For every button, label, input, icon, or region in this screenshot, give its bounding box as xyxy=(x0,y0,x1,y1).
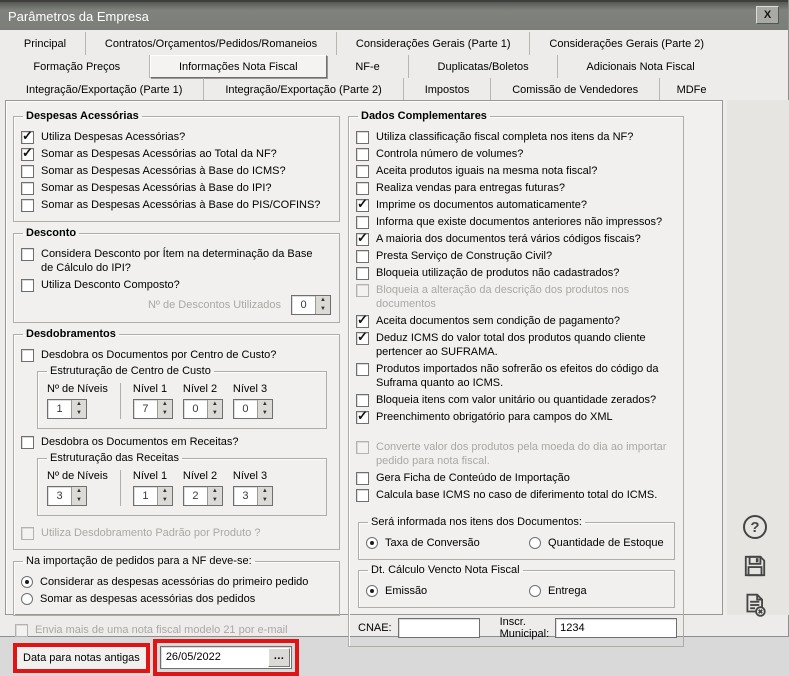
niveis-spinner[interactable] xyxy=(47,399,87,419)
checkbox-box[interactable] xyxy=(356,233,369,246)
group-despesas-acessorias xyxy=(13,110,340,222)
radio-emissao[interactable] xyxy=(366,584,519,598)
checkbox-box[interactable] xyxy=(21,436,34,449)
checkbox-box[interactable] xyxy=(356,472,369,485)
spinner-buttons[interactable] xyxy=(207,400,222,418)
checkbox-box[interactable] xyxy=(21,165,34,178)
checkbox-box[interactable] xyxy=(356,199,369,212)
estruturacao-centro-row xyxy=(45,382,320,422)
tab-formacao-precos[interactable]: Formação Preços xyxy=(5,55,150,78)
checkbox-box[interactable] xyxy=(356,165,369,178)
group-dados-complementares xyxy=(348,110,684,647)
left-column xyxy=(13,110,340,676)
radio-somar-despesas-pedidos[interactable] xyxy=(21,592,333,606)
radio-label: Entrega xyxy=(548,585,587,597)
spinner-up-icon[interactable]: ▲ xyxy=(261,488,268,494)
group-title: Dt. Cálculo Vencto Nota Fiscal xyxy=(371,564,520,576)
checkbox-aceita-produtos-iguais[interactable] xyxy=(356,164,677,178)
checkbox-label: Converte valor dos produtos pela moeda do dia ao importar pedido para nota fiscal. xyxy=(376,441,667,467)
num-descontos-label: Nº de Descontos Utilizados xyxy=(147,299,281,311)
checkbox-box[interactable] xyxy=(356,250,369,263)
checkbox-label: Somar as Despesas Acessórias à Base do ICMS? xyxy=(41,165,286,177)
checkbox-bloqueia-alteracao-descricao[interactable] xyxy=(356,283,677,311)
spinner-value: 0 xyxy=(242,403,249,415)
spinner-value: 7 xyxy=(142,403,149,415)
checkbox-label: Desdobra os Documentos em Receitas? xyxy=(41,436,239,448)
group-title: Desdobramentos xyxy=(26,328,116,340)
group-title: Dados Complementares xyxy=(361,110,487,122)
spinner-up-icon[interactable]: ▲ xyxy=(211,488,218,494)
checkbox-box[interactable] xyxy=(356,394,369,407)
checkbox-box[interactable] xyxy=(21,182,34,195)
checkbox-label: Somar as Despesas Acessórias ao Total da NF? xyxy=(41,148,277,160)
checkbox-desdobra-receitas[interactable] xyxy=(21,435,333,449)
side-icon-column xyxy=(737,513,773,619)
checkbox-box[interactable] xyxy=(356,148,369,161)
checkbox-produtos-importados-suframa[interactable] xyxy=(356,362,677,390)
group-sera-informada xyxy=(358,516,675,560)
cnae-input[interactable] xyxy=(398,618,480,638)
spinner-up-icon[interactable]: ▲ xyxy=(76,401,82,407)
checkbox-label: Realiza vendas para entregas futuras? xyxy=(376,182,565,194)
spinner-value: 3 xyxy=(242,490,249,502)
radio-button[interactable] xyxy=(21,576,33,588)
radio-label: Taxa de Conversão xyxy=(385,537,480,549)
checkbox-desdobra-centro-custo[interactable] xyxy=(21,348,333,362)
checkbox-label: Imprime os documentos automaticamente? xyxy=(376,199,587,211)
radio-label: Emissão xyxy=(385,585,428,597)
spinner-buttons[interactable] xyxy=(207,487,222,505)
close-button[interactable] xyxy=(756,6,779,24)
checkbox-label: Presta Serviço de Construção Civil? xyxy=(376,250,553,262)
checkbox-label: Aceita produtos iguais na mesma nota fiscal? xyxy=(376,165,598,177)
checkbox-imprime-documentos-automaticamente[interactable] xyxy=(356,198,677,212)
checkbox-informa-documentos-nao-impressos[interactable] xyxy=(356,215,677,229)
spinner-down-icon[interactable]: ▼ xyxy=(261,410,268,416)
checkbox-box[interactable] xyxy=(21,248,34,261)
tab-adicionais-nota-fiscal[interactable]: Adicionais Nota Fiscal xyxy=(586,60,695,73)
checkbox-box[interactable] xyxy=(356,411,369,424)
spinner-value: 0 xyxy=(192,403,199,415)
group-title: Desconto xyxy=(26,227,77,239)
checkbox-aceita-documentos-sem-condicao[interactable] xyxy=(356,314,677,328)
data-notas-antigas-label: Data para notas antigas xyxy=(23,651,140,664)
checkbox-box[interactable] xyxy=(21,527,34,540)
checkbox-classificacao-fiscal-completa[interactable] xyxy=(356,130,677,144)
checkbox-gera-ficha-conteudo-importacao[interactable] xyxy=(356,471,677,485)
group-title: Será informada nos itens dos Documentos: xyxy=(371,516,582,528)
spinner-buttons[interactable] xyxy=(71,487,86,505)
spinner-down-icon[interactable]: ▼ xyxy=(76,410,82,416)
tab-comissao-de-vendedores[interactable]: Comissão de Vendedores xyxy=(491,78,660,101)
checkbox-somar-despesas-base-icms[interactable] xyxy=(21,164,333,178)
spinner-down-icon[interactable]: ▼ xyxy=(211,497,218,503)
spinner-buttons[interactable] xyxy=(157,487,172,505)
checkbox-bloqueia-itens-zerados[interactable] xyxy=(356,393,677,407)
checkbox-preenchimento-obrigatorio-xml[interactable] xyxy=(356,410,677,424)
spinner-up-icon[interactable]: ▲ xyxy=(261,401,268,407)
right-column xyxy=(348,110,682,652)
radio-button[interactable] xyxy=(21,593,33,605)
col-header: Nº de Níveis xyxy=(47,383,108,395)
group-title: Estruturação de Centro de Custo xyxy=(50,365,211,377)
spinner-up-icon[interactable]: ▲ xyxy=(320,297,326,303)
checkbox-box[interactable] xyxy=(21,199,34,212)
annotation-red-box-label xyxy=(13,643,150,673)
nivel1-spinner[interactable] xyxy=(133,486,173,506)
group-title: Despesas Acessórias xyxy=(26,110,139,122)
annotation-red-box-field xyxy=(153,639,299,676)
col-header: Nível 1 xyxy=(132,383,168,395)
checkbox-label: Controla número de volumes? xyxy=(376,148,524,160)
checkbox-box[interactable] xyxy=(15,624,28,637)
nivel2-spinner[interactable] xyxy=(183,399,223,419)
nivel3-spinner[interactable] xyxy=(233,486,273,506)
radio-label: Somar as despesas acessórias dos pedidos xyxy=(40,593,256,605)
checkbox-label: Somar as Despesas Acessórias à Base do IPI? xyxy=(41,182,272,194)
checkbox-utiliza-desdobramento-padrao[interactable] xyxy=(21,526,333,540)
checkbox-label: Somar as Despesas Acessórias à Base do PIS/COFINS? xyxy=(41,199,321,211)
spinner-down-icon[interactable]: ▼ xyxy=(320,306,326,312)
checkbox-box[interactable] xyxy=(21,279,34,292)
group-estruturacao-centro-custo xyxy=(37,365,327,429)
col-header: Nível 2 xyxy=(182,383,218,395)
checkbox-realiza-vendas-entregas-futuras[interactable] xyxy=(356,181,677,195)
close-icon: X xyxy=(763,9,772,21)
cancel-report-button[interactable] xyxy=(741,591,769,619)
checkbox-box[interactable] xyxy=(356,363,369,376)
spinner-down-icon[interactable]: ▼ xyxy=(211,410,218,416)
tab-mdfe[interactable]: MDFe xyxy=(676,83,707,96)
tab-duplicatas-boletos[interactable]: Duplicatas/Boletos xyxy=(409,55,558,78)
tab-nfe[interactable]: NF-e xyxy=(327,55,409,78)
save-button[interactable] xyxy=(741,552,769,580)
checkbox-label: Deduz ICMS do valor total dos produtos quando cliente pertencer ao SUFRAMA. xyxy=(376,332,646,358)
help-icon: ? xyxy=(743,515,767,539)
spinner-down-icon[interactable]: ▼ xyxy=(76,497,82,503)
checkbox-utiliza-despesas-acessorias[interactable] xyxy=(21,130,333,144)
radio-button[interactable] xyxy=(529,585,541,597)
niveis-spinner[interactable] xyxy=(47,486,87,506)
checkbox-converte-valor-moeda[interactable] xyxy=(356,440,677,468)
tab-principal[interactable]: Principal xyxy=(5,32,86,55)
radio-label: Considerar as despesas acessórias do primeiro pedido xyxy=(40,576,309,588)
checkbox-label: Desdobra os Documentos por Centro de Custo? xyxy=(41,349,277,361)
radio-button[interactable] xyxy=(366,585,378,597)
radio-button[interactable] xyxy=(366,537,378,549)
spinner-buttons[interactable] xyxy=(315,296,330,314)
spinner-value: 1 xyxy=(142,490,149,502)
spinner-up-icon[interactable]: ▲ xyxy=(161,401,168,407)
checkbox-utiliza-desconto-composto[interactable] xyxy=(21,278,333,292)
checkbox-label: Utiliza Desconto Composto? xyxy=(41,279,180,291)
checkbox-box[interactable] xyxy=(21,148,34,161)
checkbox-considera-desconto-item[interactable] xyxy=(21,247,333,275)
estruturacao-receitas-row xyxy=(45,469,320,509)
checkbox-presta-servico-construcao-civil[interactable] xyxy=(356,249,677,263)
divider xyxy=(120,470,121,506)
tab-page-informacoes-nota-fiscal xyxy=(5,100,723,664)
spinner-buttons[interactable] xyxy=(71,400,86,418)
save-floppy-icon xyxy=(742,553,768,579)
spinner-down-icon[interactable]: ▼ xyxy=(261,497,268,503)
group-desdobramentos xyxy=(13,328,340,550)
radio-quantidade-de-estoque[interactable] xyxy=(529,536,668,550)
tab-consideracoes-gerais-parte-2[interactable]: Considerações Gerais (Parte 2) xyxy=(549,37,705,50)
group-dt-calculo-vencto xyxy=(358,564,675,608)
tab-consideracoes-gerais-parte-1[interactable]: Considerações Gerais (Parte 1) xyxy=(337,32,531,55)
checkbox-calcula-base-icms-diferimento[interactable] xyxy=(356,488,677,502)
nivel3-spinner[interactable] xyxy=(233,399,273,419)
spinner-up-icon[interactable]: ▲ xyxy=(211,401,218,407)
checkbox-label: Aceita documentos sem condição de pagamento? xyxy=(376,315,620,327)
radio-label: Quantidade de Estoque xyxy=(548,537,664,549)
group-desconto xyxy=(13,227,340,323)
tab-integracao-exportacao-parte-2[interactable]: Integração/Exportação (Parte 2) xyxy=(204,78,403,101)
spinner-down-icon[interactable]: ▼ xyxy=(161,410,168,416)
checkbox-label: Bloqueia itens com valor unitário ou quantidade zerados? xyxy=(376,394,657,406)
checkbox-box[interactable] xyxy=(356,182,369,195)
checkbox-label: Utiliza classificação fiscal completa nos itens da NF? xyxy=(376,131,634,143)
date-picker-button[interactable]: … xyxy=(268,648,290,667)
spinner-down-icon[interactable]: ▼ xyxy=(161,497,168,503)
tab-row-3 xyxy=(5,78,723,101)
checkbox-label: Envia mais de uma nota fiscal modelo 21 por e-mail xyxy=(35,624,288,636)
checkbox-somar-despesas-total-nf[interactable] xyxy=(21,147,333,161)
checkbox-label: Utiliza Despesas Acessórias? xyxy=(41,131,186,143)
tab-impostos[interactable]: Impostos xyxy=(404,78,492,101)
checkbox-label: A maioria dos documentos terá vários códigos fiscais? xyxy=(376,233,641,245)
col-header: Nível 2 xyxy=(182,470,218,482)
checkbox-label: Calcula base ICMS no caso de diferimento total do ICMS. xyxy=(376,489,658,501)
nivel1-spinner[interactable] xyxy=(133,399,173,419)
title-bar xyxy=(0,0,788,30)
document-cancel-icon xyxy=(742,592,768,618)
spinner-buttons[interactable] xyxy=(257,487,272,505)
checkbox-label: Informa que existe documentos anteriores não impressos? xyxy=(376,216,663,228)
checkbox-box[interactable] xyxy=(356,441,369,454)
checkbox-deduz-icms-suframa[interactable] xyxy=(356,331,677,359)
date-value: 26/05/2022 xyxy=(165,651,221,663)
tab-integracao-exportacao-parte-1[interactable]: Integração/Exportação (Parte 1) xyxy=(5,78,204,101)
spinner-up-icon[interactable]: ▲ xyxy=(76,488,82,494)
checkbox-maioria-varios-codigos-fiscais[interactable] xyxy=(356,232,677,246)
spinner-buttons[interactable] xyxy=(157,400,172,418)
spinner-up-icon[interactable]: ▲ xyxy=(161,488,168,494)
checkbox-label: Bloqueia a alteração da descrição dos produtos nos documentos xyxy=(376,284,630,310)
checkbox-label: Preenchimento obrigatório para campos do XML xyxy=(376,411,613,423)
checkbox-controla-numero-volumes[interactable] xyxy=(356,147,677,161)
radio-button[interactable] xyxy=(529,537,541,549)
radio-taxa-de-conversao[interactable] xyxy=(366,536,519,550)
group-estruturacao-receitas xyxy=(37,452,327,516)
inscr-municipal-input[interactable] xyxy=(555,618,677,638)
checkbox-envia-nota-modelo-21[interactable] xyxy=(15,623,340,637)
data-notas-antigas-datefield[interactable] xyxy=(160,646,292,669)
checkbox-label: Bloqueia utilização de produtos não cadastrados? xyxy=(376,267,620,279)
checkbox-box[interactable] xyxy=(356,315,369,328)
radio-entrega[interactable] xyxy=(529,584,668,598)
window-title: Parâmetros da Empresa xyxy=(8,8,149,24)
checkbox-label: Utiliza Desdobramento Padrão por Produto ? xyxy=(41,527,261,539)
spinner-buttons[interactable] xyxy=(257,400,272,418)
checkbox-box[interactable] xyxy=(356,489,369,502)
tab-strip xyxy=(5,32,723,101)
checkbox-somar-despesas-base-ipi[interactable] xyxy=(21,181,333,195)
inscr-municipal-label: Inscr. Municipal: xyxy=(499,616,550,640)
spinner-value: 3 xyxy=(56,490,63,502)
group-importacao-pedidos xyxy=(13,555,340,616)
help-button[interactable] xyxy=(741,513,769,541)
nivel2-spinner[interactable] xyxy=(183,486,223,506)
num-descontos-spinner[interactable] xyxy=(291,295,331,315)
checkbox-label: Gera Ficha de Conteúdo de Importação xyxy=(376,472,570,484)
spinner-value: 2 xyxy=(192,490,199,502)
checkbox-somar-despesas-base-pis-cofins[interactable] xyxy=(21,198,333,212)
checkbox-box[interactable] xyxy=(356,216,369,229)
col-header: Nível 3 xyxy=(232,470,268,482)
col-header: Nível 3 xyxy=(232,383,268,395)
col-header: Nível 1 xyxy=(132,470,168,482)
divider xyxy=(120,383,121,419)
group-title: Na importação de pedidos para a NF deve-se: xyxy=(26,555,252,567)
checkbox-box[interactable] xyxy=(21,349,34,362)
radio-considerar-despesas-primeiro-pedido[interactable] xyxy=(21,575,333,589)
tab-contratos-orcamentos-pedidos-romaneios[interactable]: Contratos/Orçamentos/Pedidos/Romaneios xyxy=(86,32,337,55)
checkbox-box[interactable] xyxy=(21,131,34,144)
tab-row-2 xyxy=(5,55,723,78)
cnae-inscr-row xyxy=(358,616,677,640)
spinner-value: 1 xyxy=(56,403,63,415)
checkbox-box[interactable] xyxy=(356,131,369,144)
checkbox-box[interactable] xyxy=(356,267,369,280)
data-notas-antigas-row xyxy=(13,639,340,676)
spinner-value: 0 xyxy=(300,299,307,311)
checkbox-box[interactable] xyxy=(356,284,369,297)
cnae-label: CNAE: xyxy=(358,622,392,634)
group-title: Estruturação das Receitas xyxy=(50,452,180,464)
checkbox-bloqueia-produtos-nao-cadastrados[interactable] xyxy=(356,266,677,280)
checkbox-label: Considera Desconto por Ítem na determinação da Base de Cálculo do IPI? xyxy=(41,248,313,274)
tab-informacoes-nota-fiscal[interactable]: Informações Nota Fiscal xyxy=(150,55,327,78)
checkbox-label: Produtos importados não sofrerão os efeitos do código da Suframa quanto ao ICMS. xyxy=(376,363,659,389)
checkbox-box[interactable] xyxy=(356,332,369,345)
tab-row-1 xyxy=(5,32,723,55)
col-header: Nº de Níveis xyxy=(47,470,108,482)
